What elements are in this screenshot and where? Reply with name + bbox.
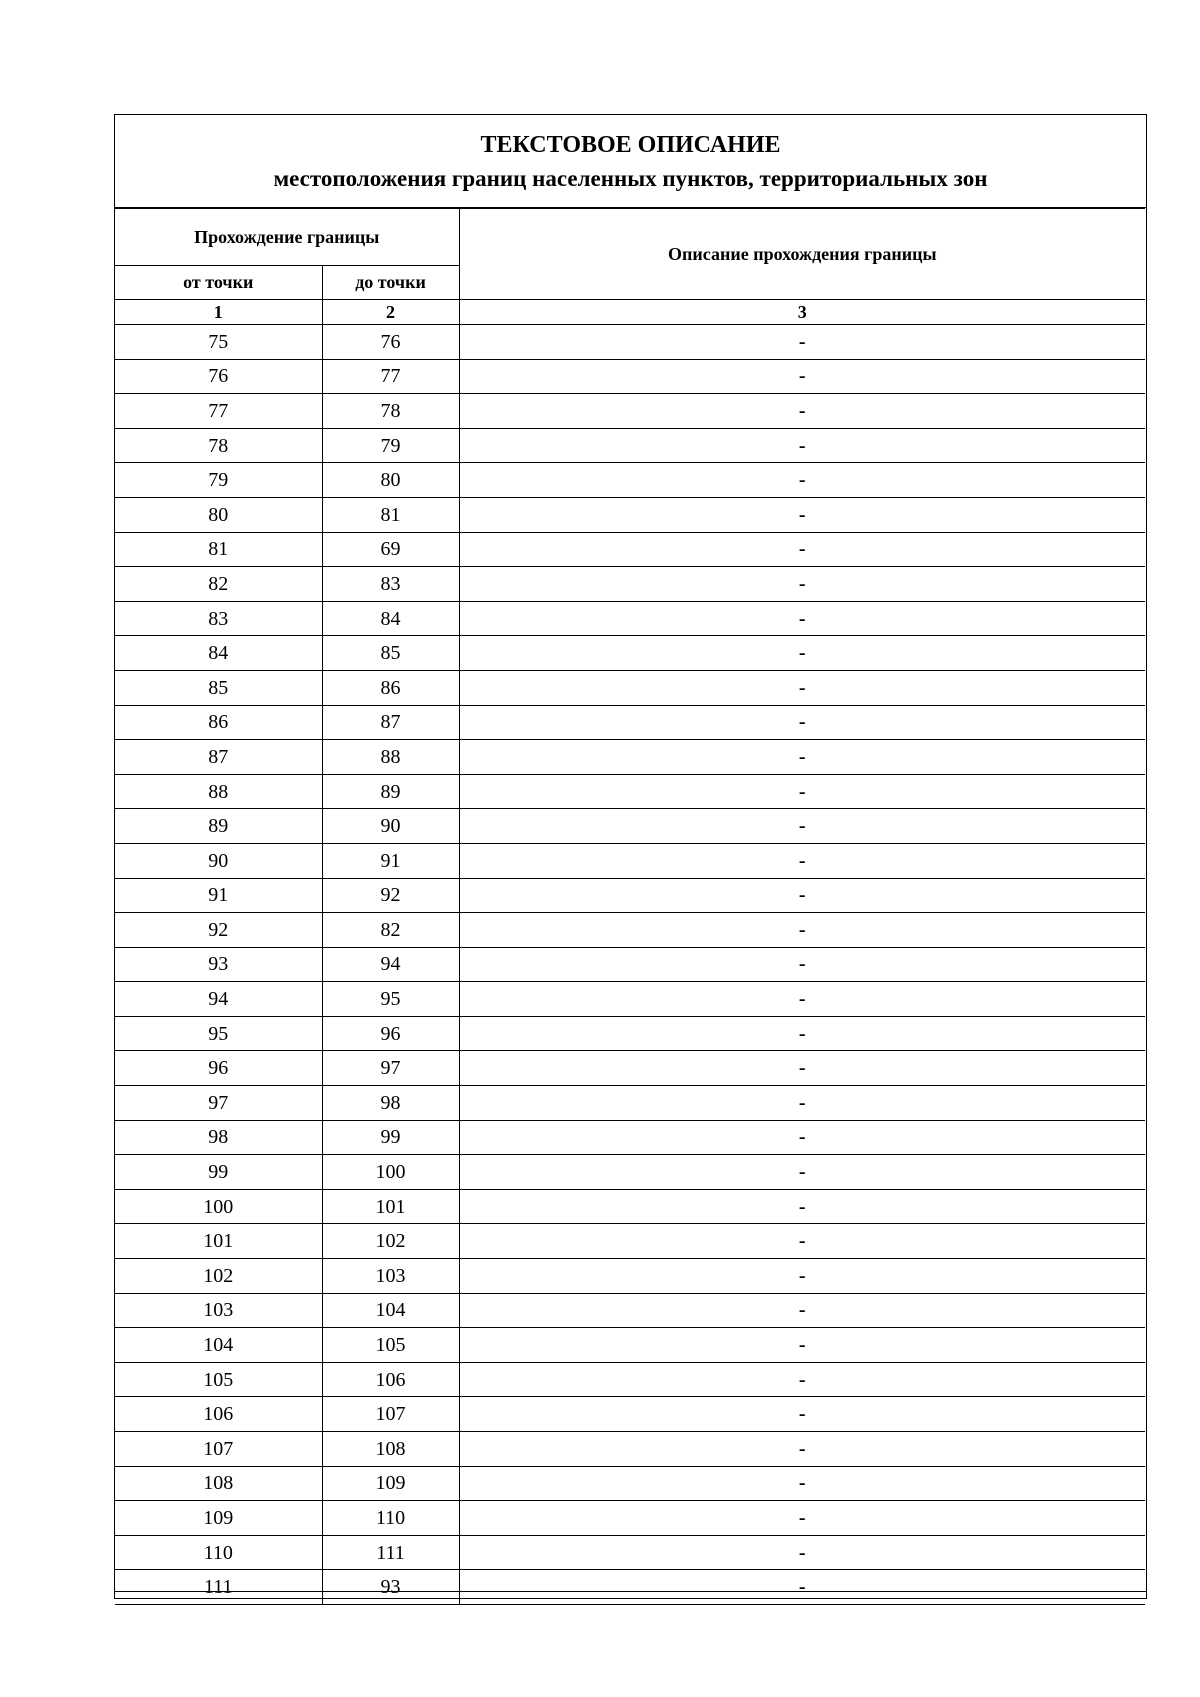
cell-from-point: 100 [115, 1189, 322, 1224]
cell-description: - [459, 1570, 1145, 1605]
cell-description: - [459, 878, 1145, 913]
cell-to-point: 99 [322, 1120, 459, 1155]
cell-from-point: 102 [115, 1259, 322, 1294]
cell-description: - [459, 947, 1145, 982]
table-row [115, 1016, 1145, 1051]
cell-from-point: 103 [115, 1293, 322, 1328]
table-row [115, 1432, 1145, 1467]
table-row [115, 670, 1145, 705]
cell-to-point: 95 [322, 982, 459, 1017]
table-row [115, 1397, 1145, 1432]
cell-description: - [459, 1259, 1145, 1294]
document-title: ТЕКСТОВОЕ ОПИСАНИЕ [480, 132, 781, 158]
cell-from-point: 98 [115, 1120, 322, 1155]
header-from-point: от точки [115, 266, 322, 300]
table-row [115, 774, 1145, 809]
table-row [115, 1501, 1145, 1536]
cell-from-point: 101 [115, 1224, 322, 1259]
table-row [115, 601, 1145, 636]
cell-to-point: 97 [322, 1051, 459, 1086]
cell-description: - [459, 1535, 1145, 1570]
cell-from-point: 110 [115, 1535, 322, 1570]
cell-to-point: 94 [322, 947, 459, 982]
cell-to-point: 82 [322, 913, 459, 948]
table-row [115, 428, 1145, 463]
cell-to-point: 89 [322, 774, 459, 809]
table-row [115, 1189, 1145, 1224]
cell-from-point: 83 [115, 601, 322, 636]
cell-description: - [459, 670, 1145, 705]
cell-to-point: 91 [322, 843, 459, 878]
column-number-row [115, 300, 1145, 325]
boundary-table-body [115, 209, 1145, 1605]
table-row [115, 1362, 1145, 1397]
cell-description: - [459, 1189, 1145, 1224]
cell-from-point: 89 [115, 809, 322, 844]
cell-from-point: 84 [115, 636, 322, 671]
table-row [115, 1120, 1145, 1155]
cell-description: - [459, 809, 1145, 844]
cell-description: - [459, 843, 1145, 878]
cell-description: - [459, 636, 1145, 671]
cell-from-point: 108 [115, 1466, 322, 1501]
cell-description: - [459, 913, 1145, 948]
cell-to-point: 106 [322, 1362, 459, 1397]
cell-to-point: 88 [322, 740, 459, 775]
table-header-row [115, 209, 1145, 266]
table-row [115, 532, 1145, 567]
table-row [115, 1570, 1145, 1605]
cell-to-point: 85 [322, 636, 459, 671]
cell-to-point: 86 [322, 670, 459, 705]
cell-to-point: 108 [322, 1432, 459, 1467]
cell-from-point: 96 [115, 1051, 322, 1086]
cell-from-point: 78 [115, 428, 322, 463]
document-subtitle: местоположения границ населенных пунктов, территориальных зон [273, 166, 988, 191]
table-row [115, 325, 1145, 360]
cell-description: - [459, 1328, 1145, 1363]
header-boundary-passage: Прохождение границы [115, 209, 459, 266]
cell-to-point: 93 [322, 1570, 459, 1605]
cell-description: - [459, 325, 1145, 360]
cell-from-point: 93 [115, 947, 322, 982]
cell-from-point: 94 [115, 982, 322, 1017]
cell-to-point: 84 [322, 601, 459, 636]
cell-description: - [459, 567, 1145, 602]
cell-to-point: 110 [322, 1501, 459, 1536]
table-row [115, 394, 1145, 429]
cell-from-point: 91 [115, 878, 322, 913]
table-row [115, 359, 1145, 394]
table-row [115, 809, 1145, 844]
cell-description: - [459, 1397, 1145, 1432]
cell-from-point: 77 [115, 394, 322, 429]
boundary-table [115, 208, 1145, 1605]
cell-description: - [459, 1086, 1145, 1121]
cell-from-point: 82 [115, 567, 322, 602]
cell-from-point: 106 [115, 1397, 322, 1432]
cell-description: - [459, 1466, 1145, 1501]
cell-to-point: 77 [322, 359, 459, 394]
table-row [115, 1086, 1145, 1121]
cell-from-point: 107 [115, 1432, 322, 1467]
column-number-3: 3 [459, 300, 1145, 325]
cell-from-point: 76 [115, 359, 322, 394]
cell-from-point: 79 [115, 463, 322, 498]
cell-description: - [459, 1432, 1145, 1467]
cell-description: - [459, 1120, 1145, 1155]
cell-to-point: 80 [322, 463, 459, 498]
cell-from-point: 95 [115, 1016, 322, 1051]
cell-from-point: 109 [115, 1501, 322, 1536]
cell-to-point: 69 [322, 532, 459, 567]
cell-from-point: 87 [115, 740, 322, 775]
table-row [115, 1259, 1145, 1294]
cell-from-point: 81 [115, 532, 322, 567]
cell-description: - [459, 359, 1145, 394]
table-row [115, 1051, 1145, 1086]
cell-description: - [459, 705, 1145, 740]
cell-description: - [459, 1224, 1145, 1259]
cell-to-point: 103 [322, 1259, 459, 1294]
table-row [115, 1466, 1145, 1501]
cell-to-point: 90 [322, 809, 459, 844]
cell-description: - [459, 463, 1145, 498]
table-row [115, 947, 1145, 982]
cell-to-point: 109 [322, 1466, 459, 1501]
cell-to-point: 98 [322, 1086, 459, 1121]
table-row [115, 1224, 1145, 1259]
cell-to-point: 96 [322, 1016, 459, 1051]
document-sheet [114, 114, 1147, 1599]
cell-to-point: 100 [322, 1155, 459, 1190]
cell-from-point: 111 [115, 1570, 322, 1605]
cell-to-point: 81 [322, 497, 459, 532]
cell-description: - [459, 1362, 1145, 1397]
cell-from-point: 88 [115, 774, 322, 809]
cell-from-point: 97 [115, 1086, 322, 1121]
cell-to-point: 79 [322, 428, 459, 463]
cell-to-point: 78 [322, 394, 459, 429]
cell-from-point: 99 [115, 1155, 322, 1190]
cell-from-point: 90 [115, 843, 322, 878]
cell-to-point: 83 [322, 567, 459, 602]
table-row [115, 1155, 1145, 1190]
table-row [115, 1293, 1145, 1328]
table-row [115, 1328, 1145, 1363]
header-to-point: до точки [322, 266, 459, 300]
table-row [115, 497, 1145, 532]
cell-description: - [459, 740, 1145, 775]
cell-description: - [459, 1155, 1145, 1190]
cell-description: - [459, 982, 1145, 1017]
cell-description: - [459, 497, 1145, 532]
table-row [115, 982, 1145, 1017]
cell-from-point: 105 [115, 1362, 322, 1397]
cell-from-point: 92 [115, 913, 322, 948]
table-row [115, 1535, 1145, 1570]
cell-to-point: 105 [322, 1328, 459, 1363]
table-row [115, 740, 1145, 775]
cell-to-point: 107 [322, 1397, 459, 1432]
cell-description: - [459, 601, 1145, 636]
table-row [115, 463, 1145, 498]
title-block [115, 115, 1146, 208]
cell-description: - [459, 1501, 1145, 1536]
table-row [115, 705, 1145, 740]
cell-to-point: 111 [322, 1535, 459, 1570]
column-number-2: 2 [322, 300, 459, 325]
cell-description: - [459, 1016, 1145, 1051]
table-row [115, 878, 1145, 913]
cell-from-point: 104 [115, 1328, 322, 1363]
table-row [115, 567, 1145, 602]
cell-from-point: 85 [115, 670, 322, 705]
cell-description: - [459, 394, 1145, 429]
cell-to-point: 101 [322, 1189, 459, 1224]
cell-to-point: 102 [322, 1224, 459, 1259]
cell-description: - [459, 428, 1145, 463]
cell-description: - [459, 774, 1145, 809]
table-row [115, 636, 1145, 671]
cell-from-point: 80 [115, 497, 322, 532]
cell-from-point: 75 [115, 325, 322, 360]
bottom-rule [115, 1591, 1146, 1592]
cell-to-point: 104 [322, 1293, 459, 1328]
cell-from-point: 86 [115, 705, 322, 740]
table-row [115, 913, 1145, 948]
cell-to-point: 76 [322, 325, 459, 360]
cell-to-point: 87 [322, 705, 459, 740]
header-description: Описание прохождения границы [459, 209, 1145, 300]
column-number-1: 1 [115, 300, 322, 325]
cell-to-point: 92 [322, 878, 459, 913]
cell-description: - [459, 1293, 1145, 1328]
table-row [115, 843, 1145, 878]
cell-description: - [459, 1051, 1145, 1086]
cell-description: - [459, 532, 1145, 567]
